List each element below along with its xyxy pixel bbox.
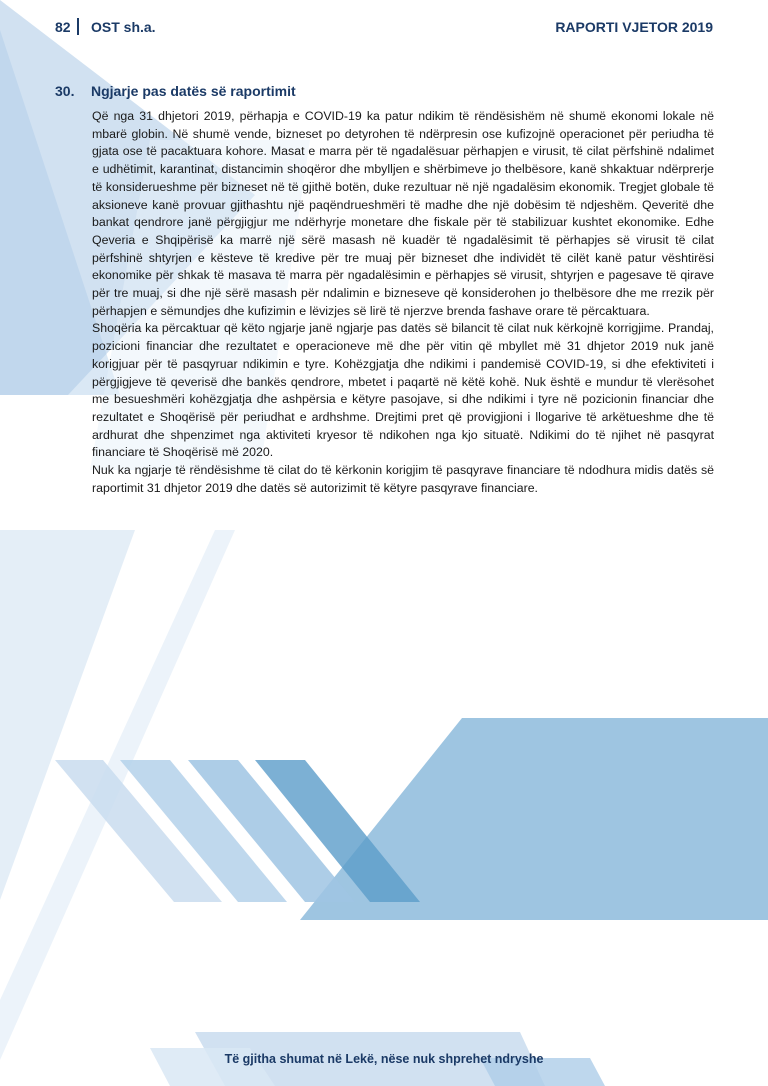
- bg-left-lower: [0, 530, 135, 900]
- page-number: 82: [55, 19, 71, 35]
- paragraph: Nuk ka ngjarje të rëndësishme të cilat do të kërkonin korigjim të pasqyrave financiare të ndodhura midis datës së raportimit 31 dhjetor 2019 dhe datës së autorizimit të këtyre pasqyrave financiare.: [92, 463, 714, 495]
- header-divider: [77, 18, 79, 35]
- paragraph: Që nga 31 dhjetori 2019, përhapja e COVID-19 ka patur ndikim të rëndësishëm në shumë ekonomi lokale në mbarë globin. Në shumë vende, bizneset po detyrohen të ndërpresin ose kufizojnë operacionet për periudha të gjata ose të pacaktuara kohore. Masat e marra për të ngadalësuar përhapjen e virusit, të cilat përfshinë ndalimet e udhëtimit, karantinat, distancimin shoqëror dhe mbylljen e shërbimeve jo thelbësore, kanë shkaktuar ndërprerje të konsiderueshme për bizneset në të gjithë botën, duke rezultuar në një ngadalësim ekonomik. Tregjet globale të aksioneve kanë provuar gjithashtu një paqëndrueshmëri të madhe dhe një dobësim të ndjeshëm. Qeveritë dhe bankat qendrore janë përgjigjur me ndërhyrje monetare dhe fiskale për të stabilizuar kushtet ekonomike. Edhe Qeveria e Shqipërisë ka marrë një sërë masash në kuadër të ngadalësimit të përhapjes së virusit të cilat përfshinë shtyrjen e kësteve të kredive për tre muaj për bizneset dhe individët të cilët kanë patur vështirësi ekonomike për shkak të masava të marra për ngadalësimin e përhapjes së virusit, shtyrjen e pagesave të qirave për tre muaj, si dhe një sërë masash për ndalimin e bizneseve që konsiderohen jo thelbësore dhe me rrezik për përhapjen e sëmundjes dhe kufizimin e lëvizjes së lirë të njerzve brenda fashave orare të përcaktuara.: [92, 109, 714, 318]
- section-number: 30.: [55, 83, 75, 99]
- paragraph: Shoqëria ka përcaktuar që këto ngjarje janë ngjarje pas datës së bilancit të cilat nuk kërkojnë korrigjime. Prandaj, pozicioni financiar dhe rezultatet e operacioneve më dhe për vitin që mbyllet më 31 dhjetor 2019 nuk janë korigjuar për të pasqyruar ndikimin e tyre. Kohëzgjatja dhe ndikimi i pandemisë COVID-19, si dhe efektiviteti i përgjigjeve të qeverisë dhe bankës qendrore, mbetet i paqartë në këtë kohë. Nuk është e mundur të vlerësohet me besueshmëri kohëzgjatja dhe ashpërsia e këtyre pasojave, si dhe ndikimi i tyre në pozicionin financiar dhe rezultatet e Shoqërisë për periudhat e ardhshme. Drejtimi pret që provigjioni i llogarive të arkëtueshme dhe të ardhurat dhe shpenzimet nga aktiviteti kryesor të ndikohen nga kjo situatë. Ndikimi do të njihet në pasqyrat financiare të Shoqërisë më 2020.: [92, 321, 714, 460]
- company-name: OST sh.a.: [91, 19, 156, 35]
- footer-note: Të gjitha shumat në Lekë, nëse nuk shprehet ndryshe: [224, 1052, 544, 1066]
- report-title: RAPORTI VJETOR 2019: [555, 19, 713, 35]
- page-header: [0, 0, 768, 50]
- body-text: [92, 108, 714, 497]
- section-title: Ngjarje pas datës së raportimit: [91, 83, 296, 99]
